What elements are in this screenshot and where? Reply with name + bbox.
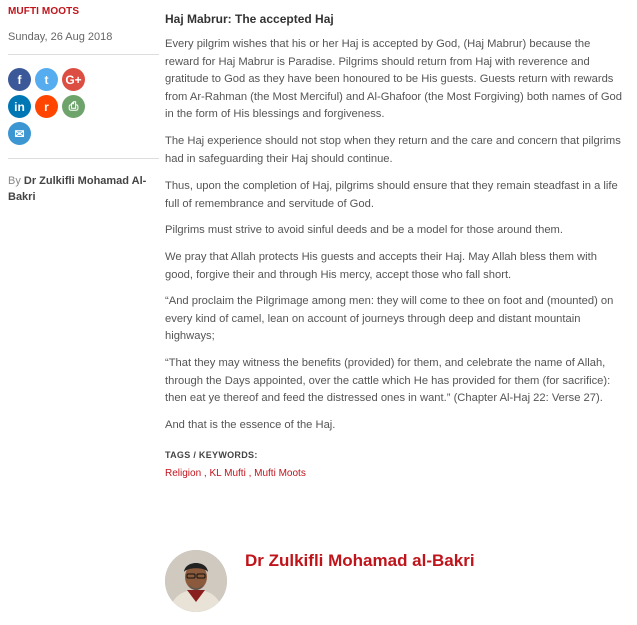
email-icon[interactable]: ✉ xyxy=(8,122,31,145)
article-paragraph: We pray that Allah protects His guests and accepts their Haj. May Allah bless them with good, forgive their and through His mercy, accept those who fall short. xyxy=(165,250,597,281)
article-paragraph: “That they may witness the benefits (provided) for them, and celebrate the name of Allah, through the Days appointed, over the cattle which He has provided for them (for sacrifice): then eat ye thereof and feed the distressed ones in want.” (Chapter Al-Haj 22: Verse 27). xyxy=(165,356,611,405)
publish-date: Sunday, 26 Aug 2018 xyxy=(8,31,113,43)
facebook-icon[interactable]: f xyxy=(8,68,31,91)
author-name[interactable]: Dr Zulkifli Mohamad al-Bakri xyxy=(245,551,475,570)
article-paragraph: The Haj experience should not stop when they return and the care and concern that pilgrims had in safeguarding their Haj should continue. xyxy=(165,134,621,165)
byline-author[interactable]: Dr Zulkifli Mohamad Al-Bakri xyxy=(8,175,147,203)
tag-link[interactable]: Mufti Moots xyxy=(254,468,306,480)
linkedin-icon[interactable]: in xyxy=(8,95,31,118)
article-paragraph: Thus, upon the completion of Haj, pilgrims should ensure that they remain steadfast in a life full of remembrance and servitude of God. xyxy=(165,180,618,210)
tag-link[interactable]: Religion xyxy=(165,468,202,480)
category-link[interactable]: MUFTI MOOTS xyxy=(8,6,80,17)
byline xyxy=(8,173,159,205)
article-paragraph: Pilgrims must strive to avoid sinful deeds and be a model for those around them. xyxy=(165,224,563,237)
reddit-icon[interactable]: r xyxy=(35,95,58,118)
tags-label: TAGS / KEYWORDS: xyxy=(165,450,258,461)
author-card xyxy=(165,550,625,620)
twitter-icon[interactable]: t xyxy=(35,68,58,91)
print-icon[interactable]: ⎙ xyxy=(62,95,85,118)
article-paragraph: “And proclaim the Pilgrimage among men: they will come to thee on foot and (mounted) on every kind of camel, lean on account of journeys through deep and distant mountain highways; xyxy=(165,295,614,343)
article-body xyxy=(165,0,625,570)
sidebar xyxy=(8,0,159,205)
google-plus-icon[interactable]: G+ xyxy=(62,68,85,91)
divider xyxy=(8,158,159,159)
by-label: By xyxy=(8,175,21,187)
article-paragraph: And that is the essence of the Haj. xyxy=(165,418,336,431)
tag-link[interactable]: KL Mufti xyxy=(209,468,246,480)
avatar[interactable] xyxy=(165,550,227,612)
tag-list: Religion , KL Mufti , Mufti Moots xyxy=(165,468,306,480)
article-title: Haj Mabrur: The accepted Haj xyxy=(165,12,334,26)
article-paragraph: Every pilgrim wishes that his or her Haj is accepted by God, (Haj Mabrur) because the reward for Haj Mabrur is Paradise. Pilgrims should return from Haj with reverence and gratitude to God as they have been honoured to be His guests. Guests return with rewards from Ar-Rahman (the Most Merciful) and Al-Ghafoor (the Most Forgiving) both names of God in the form of His blessings and forgiveness. xyxy=(165,38,623,121)
share-buttons xyxy=(8,55,159,158)
